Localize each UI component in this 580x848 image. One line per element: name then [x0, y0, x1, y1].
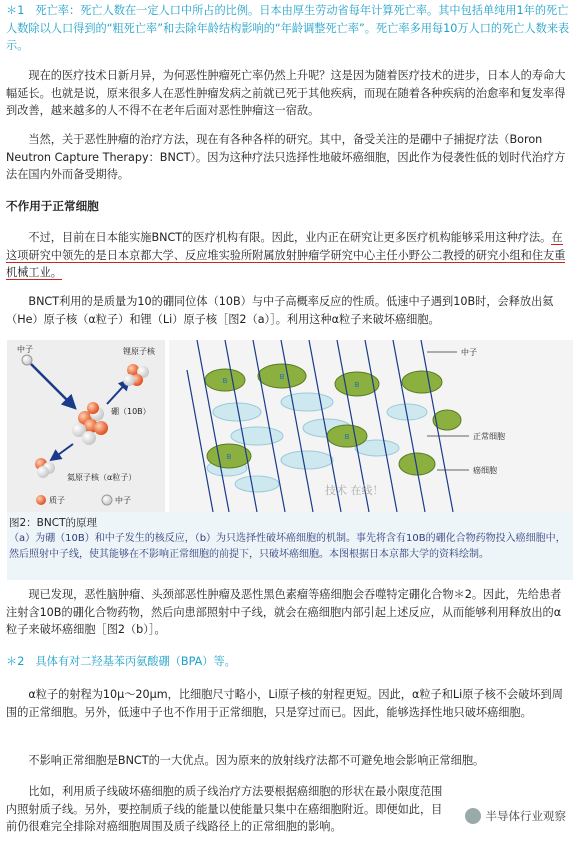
footnote-2: ＊2 具体有对二羟基苯丙氨酸硼（BPA）等。	[6, 655, 236, 668]
label-lithium: 锂原子核	[123, 347, 155, 356]
legend-neutron-dot	[102, 495, 112, 505]
legend-proton-dot	[36, 495, 46, 505]
paragraph-2: 当然，关于恶性肿瘤的治疗方法，现在有各种各样的研究。其中，备受关注的是硼中子捕捉疗法（Boron Neutron Capture Therapy：BNCT）。因为这种疗法只选择性地破坏癌细胞，因此作为侵袭性低的划时代治疗方法在国内外而备受期待。	[6, 133, 566, 181]
paragraph-5: 现已发现，恶性脑肿瘤、头颈部恶性肿瘤及恶性黑色素瘤等癌细胞会吞噬特定硼化合物＊2。因此，先给患者注射含10B的硼化合物药物，然后向患部照射中子线，就会在癌细胞内部引起上述反应，从而能够利用释放出的α粒子来破坏癌细胞［图2（b）］。	[6, 588, 562, 636]
boron-marker: B	[344, 433, 350, 441]
label-neutron-b: 中子	[461, 348, 477, 357]
boron-marker: B	[226, 453, 232, 461]
paragraph-8: 比如，利用质子线破坏癌细胞的质子线治疗方法要根据癌细胞的形状在最小限度范围内照射质子线。另外，要控制质子线的能量以使能量只集中在癌细胞附近。即便如此，目前仍很难完全排除对癌细胞周围及质子线路径上的正常细胞的影响。	[6, 785, 443, 833]
caption-text: （a）为硼（10B）和中子发生的核反应，（b）为只选择性破坏癌细胞的机制。事先将含有10B的硼化合物药物投入癌细胞中，然后照射中子线，使其能够在不影响正常细胞的前提下，只破坏癌细胞。本图根据日本京都大学的资料绘制。	[9, 533, 566, 560]
wechat-watermark	[465, 808, 567, 824]
watermark-text: 半导体行业观察	[485, 809, 566, 823]
wechat-icon	[465, 808, 481, 824]
legend-proton: 质子	[49, 496, 65, 505]
highlighted-research-team: 在这项研究中领先的是日本京都大学、反应堆实验所附属放射肿瘤学研究中心主任小野公二教授的研究小组和住友重机械工业。	[6, 231, 566, 279]
label-helium: 氦原子核（α粒子）	[67, 473, 137, 482]
boron-marker: B	[279, 373, 285, 381]
section-heading: 不作用于正常细胞	[6, 199, 99, 213]
label-boron: 硼（10B）	[111, 407, 151, 416]
label-neutron-a: 中子	[17, 345, 33, 354]
figure-watermark: 技术 在线！	[325, 484, 384, 497]
figure-caption	[7, 512, 573, 580]
footnote-1: ＊1 死亡率：死亡人数在一定人口中所占的比例。日本由厚生劳动省每年计算死亡率。其中包括单纯用1年的死亡人数除以人口得到的“粗死亡率”和去除年龄结构影响的“年龄调整死亡率”。死亡率多用每10万人口的死亡人数来表示。	[6, 4, 570, 52]
caption-label: 图2：BNCT的原理	[9, 517, 97, 529]
figure-2-svg	[7, 340, 573, 512]
boron-marker: B	[354, 381, 360, 389]
paragraph-3-text: 不过，目前在日本能实施BNCT的医疗机构有限。因此，业内正在研究让更多医疗机构能够采用这种疗法。	[28, 231, 552, 244]
paragraph-7: 不影响正常细胞是BNCT的一大优点。因为原来的放射线疗法都不可避免地会影响正常细胞。	[28, 754, 485, 767]
paragraph-3	[6, 229, 572, 282]
paragraph-6: α粒子的射程为10μ～20μm，比细胞尺寸略小，Li原子核的射程更短。因此，α粒子和Li原子核不会破坏到周围的正常细胞。另外，低速中子也不作用于正常细胞，只是穿过而已。因此，能够选择性地只破坏癌细胞。	[6, 688, 563, 719]
figure-2	[7, 340, 573, 512]
boron-marker: B	[222, 377, 228, 385]
paragraph-1: 现在的医疗技术日新月异，为何恶性肿瘤死亡率仍然上升呢？这是因为随着医疗技术的进步，日本人的寿命大幅延长。也就是说，原来很多人在恶性肿瘤发病之前就已死于其他疾病，而现在随着各种疾病的治愈率和复发率得到改善，越来越多的人不得不在老年后面对恶性肿瘤这一宿敌。	[6, 69, 566, 117]
paragraph-4: BNCT利用的是质量为10的硼同位体（10B）与中子高概率反应的性质。低速中子遇到10B时，会释放出氦（He）原子核（α粒子）和锂（Li）原子核［图2（a）］。利用这种α粒子来破坏癌细胞。	[6, 295, 554, 326]
label-normal-cell: 正常细胞	[473, 432, 505, 441]
legend-neutron: 中子	[115, 496, 131, 505]
label-cancer-cell: 癌细胞	[473, 466, 497, 475]
